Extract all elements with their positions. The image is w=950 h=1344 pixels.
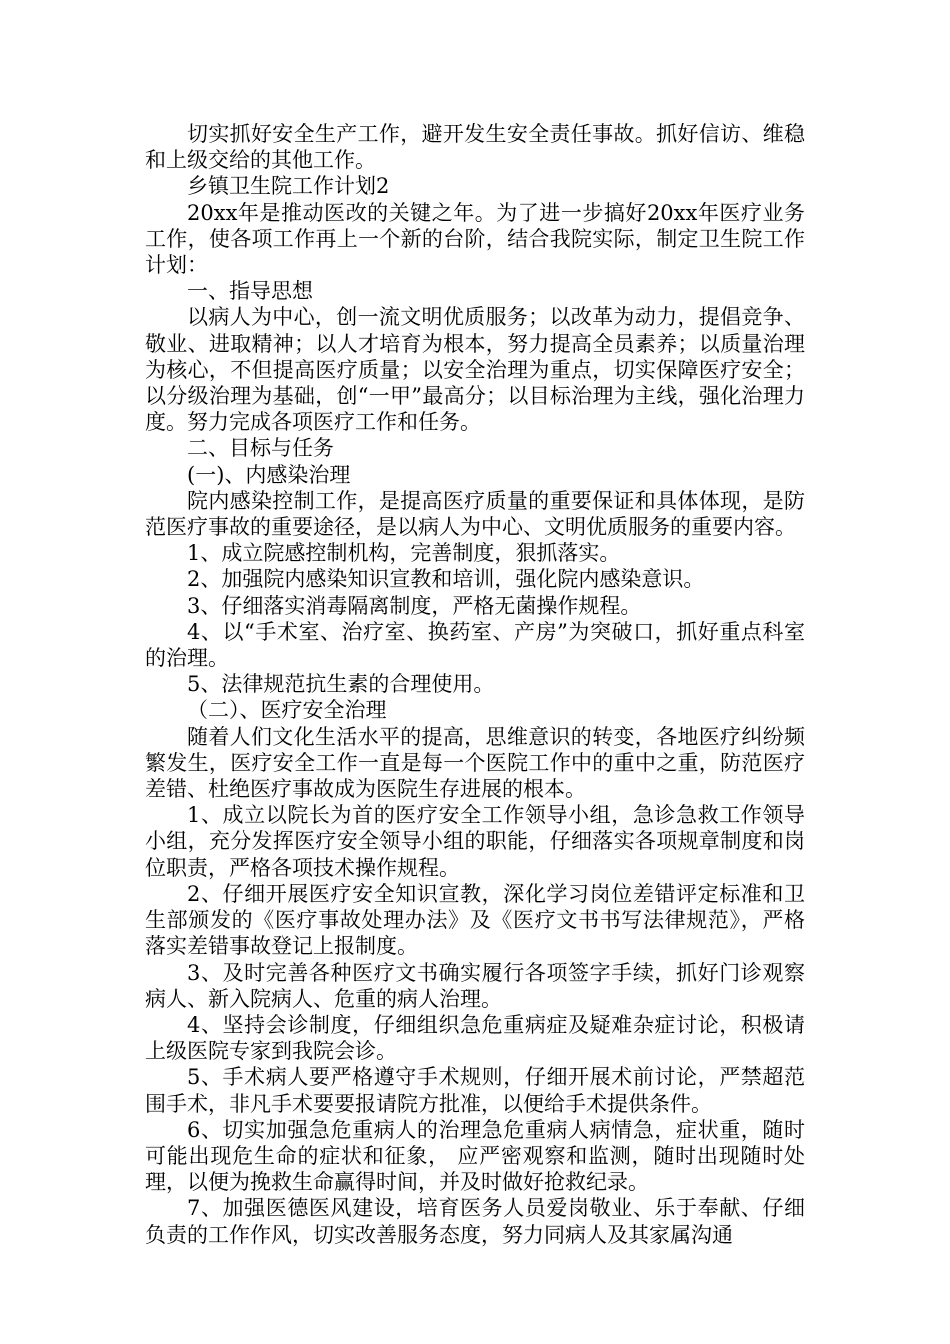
list-item: 2、加强院内感染知识宣教和培训，强化院内感染意识。 <box>187 567 705 592</box>
subheading-medical-safety: （二）、医疗安全治理 <box>187 698 387 723</box>
section-title-plan-2: 乡镇卫生院工作计划2 <box>187 174 390 199</box>
paragraph-guiding-ideology: 以病人为中心，创一流文明优质服务；以改革为动力，提倡竞争、敬业、进取精神；以人才培育为根本，努力提高全员素养；以质量治理为核心，不但提高医疗质量；以安全治理为重点，切实保障医疗安全；以分级治理为基础，创“一甲”最高分；以目标治理为主线，强化治理力度。努力完成各项医疗工作和任务。 <box>145 305 805 435</box>
list-item: 2、仔细开展医疗安全知识宣教，深化学习岗位差错评定标准和卫生部颁发的《医疗事故处理办法》及《医疗文书书写法律规范》，严格落实差错事故登记上报制度。 <box>145 881 805 959</box>
heading-guiding-ideology: 一、指导思想 <box>187 279 313 304</box>
list-item: 3、及时完善各种医疗文书确实履行各项签字手续，抓好门诊观察病人、新入院病人、危重的病人治理。 <box>145 960 805 1011</box>
subheading-infection-control: (一)、内感染治理 <box>187 462 351 487</box>
paragraph-work-safety: 切实抓好安全生产工作，避开发生安全责任事故。抓好信访、维稳和上级交给的其他工作。 <box>145 122 805 173</box>
list-item: 4、以“手术室、治疗室、换药室、产房”为突破口，抓好重点科室的治理。 <box>145 619 805 671</box>
list-item: 1、成立以院长为首的医疗安全工作领导小组，急诊急救工作领导小组，充分发挥医疗安全领导小组的职能，仔细落实各项规章制度和岗位职责，严格各项技术操作规程。 <box>145 803 805 880</box>
paragraph-infection-control: 院内感染控制工作，是提高医疗质量的重要保证和具体体现，是防范医疗事故的重要途径，是以病人为中心、文明优质服务的重要内容。 <box>145 488 805 540</box>
list-item: 5、法律规范抗生素的合理使用。 <box>187 672 495 697</box>
paragraph-intro: 20xx年是推动医改的关键之年。为了进一步搞好20xx年医疗业务工作，使各项工作再上一个新的台阶，结合我院实际，制定卫生院工作计划： <box>145 200 805 278</box>
list-item: 4、坚持会诊制度，仔细组织急危重病症及疑难杂症讨论，积极请上级医院专家到我院会诊。 <box>145 1012 805 1064</box>
heading-goals-tasks: 二、目标与任务 <box>187 436 334 461</box>
list-item: 5、手术病人要严格遵守手术规则，仔细开展术前讨论，严禁超范围手术，非凡手术要要报请院方批准，以便给手术提供条件。 <box>145 1065 805 1116</box>
list-item: 1、成立院感控制机构，完善制度，狠抓落实。 <box>187 541 621 566</box>
paragraph-medical-safety: 随着人们文化生活水平的提高，思维意识的转变，各地医疗纠纷频繁发生，医疗安全工作一直是每一个医院工作中的重中之重，防范医疗差错、杜绝医疗事故成为医院生存进展的根本。 <box>145 724 805 802</box>
document-page <box>145 121 805 1248</box>
list-item: 6、切实加强急危重病人的治理急危重病人病情急，症状重，随时可能出现危生命的症状和征象， 应严密观察和监测，随时出现随时处理，以便为挽救生命赢得时间，并及时做好抢救纪录。 <box>145 1117 805 1195</box>
list-item: 7、加强医德医风建设，培育医务人员爱岗敬业、乐于奉献、仔细负责的工作作风，切实改善服务态度，努力同病人及其家属沟通 <box>145 1196 805 1247</box>
list-item: 3、仔细落实消毒隔离制度，严格无菌操作规程。 <box>187 593 642 618</box>
